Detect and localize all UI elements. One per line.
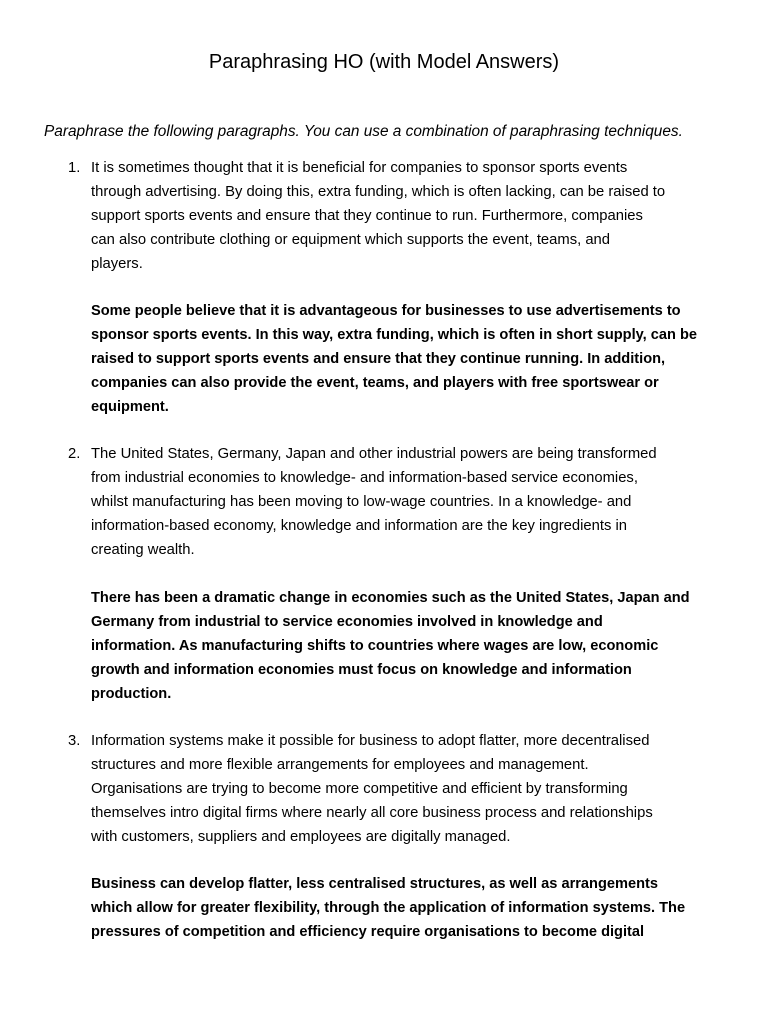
item-original-paragraph bbox=[91, 156, 736, 276]
item-number: 1. bbox=[68, 160, 81, 176]
paragraph-line: support sports events and ensure that they continue to run. Furthermore, companies bbox=[91, 208, 643, 224]
paragraph-line: The United States, Germany, Japan and other industrial powers are being transformed bbox=[91, 446, 657, 462]
item-number: 2. bbox=[68, 446, 81, 462]
item-model-answer bbox=[91, 299, 736, 419]
paragraph-line: through advertising. By doing this, extra funding, which is often lacking, can be raised to bbox=[91, 184, 666, 200]
answer-line: which allow for greater flexibility, through the application of information systems. The bbox=[91, 900, 686, 916]
paragraph-line: Organisations are trying to become more competitive and efficient by transforming bbox=[91, 781, 628, 797]
item-model-answer bbox=[91, 586, 736, 706]
paragraph-line: creating wealth. bbox=[91, 542, 195, 558]
paragraph-line: whilst manufacturing has been moving to low-wage countries. In a knowledge- and bbox=[91, 494, 632, 510]
paragraph-line: structures and more flexible arrangements for employees and management. bbox=[91, 757, 589, 773]
answer-line: raised to support sports events and ensure that they continue running. In addition, bbox=[91, 351, 666, 367]
paragraph-line: Information systems make it possible for business to adopt flatter, more decentralised bbox=[91, 733, 650, 749]
answer-line: Some people believe that it is advantageous for businesses to use advertisements to bbox=[91, 303, 681, 319]
answer-line: Business can develop flatter, less centralised structures, as well as arrangements bbox=[91, 876, 658, 892]
item-original-paragraph bbox=[91, 729, 736, 849]
paragraph-line: themselves intro digital firms where nearly all core business process and relationships bbox=[91, 805, 653, 821]
answer-line: growth and information economies must focus on knowledge and information bbox=[91, 662, 632, 678]
paragraph-line: information-based economy, knowledge and information are the key ingredients in bbox=[91, 518, 628, 534]
answer-line: There has been a dramatic change in economies such as the United States, Japan and bbox=[91, 590, 690, 606]
answer-line: information. As manufacturing shifts to countries where wages are low, economic bbox=[91, 638, 659, 654]
document-title: Paraphrasing HO (with Model Answers) bbox=[208, 51, 560, 73]
paragraph-line: can also contribute clothing or equipment which supports the event, teams, and bbox=[91, 232, 611, 248]
answer-line: companies can also provide the event, teams, and players with free sportswear or bbox=[91, 375, 659, 391]
answer-line: Germany from industrial to service economies involved in knowledge and bbox=[91, 614, 603, 630]
item-number: 3. bbox=[68, 733, 81, 749]
paragraph-line: with customers, suppliers and employees are digitally managed. bbox=[91, 829, 511, 845]
instructions-text: Paraphrase the following paragraphs. You can use a combination of paraphrasing techniques. bbox=[44, 123, 683, 140]
item-original-paragraph bbox=[91, 442, 736, 562]
paragraph-line: It is sometimes thought that it is beneficial for companies to sponsor sports events bbox=[91, 160, 628, 176]
answer-line: equipment. bbox=[91, 399, 169, 415]
answer-line: pressures of competition and efficiency require organisations to become digital bbox=[91, 924, 645, 940]
paragraph-line: from industrial economies to knowledge- and information-based service economies, bbox=[91, 470, 638, 486]
item-model-answer bbox=[91, 872, 736, 944]
answer-line: sponsor sports events. In this way, extra funding, which is often in short supply, can be bbox=[91, 327, 698, 343]
paragraph-line: players. bbox=[91, 256, 143, 272]
answer-line: production. bbox=[91, 686, 172, 702]
